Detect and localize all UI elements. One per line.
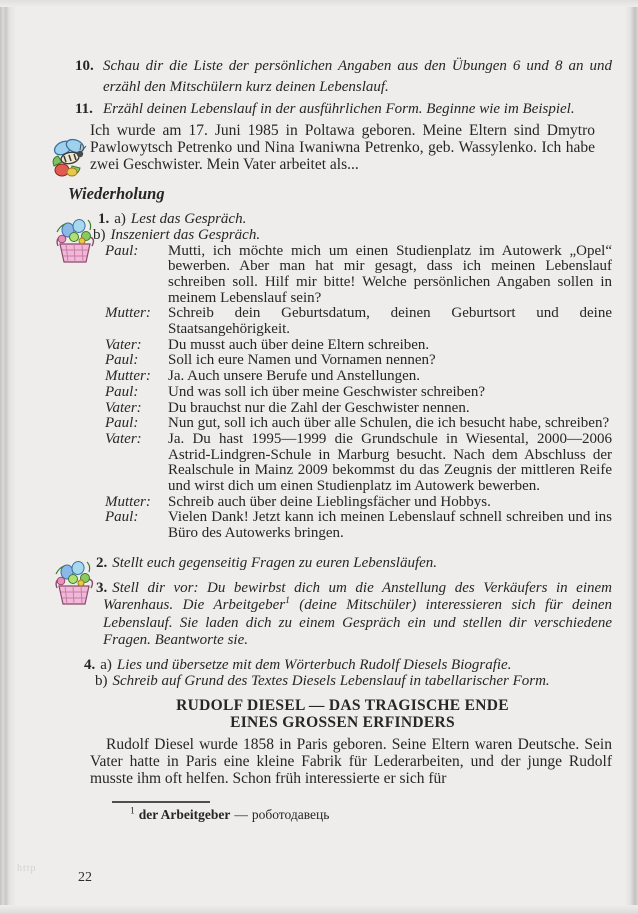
example-paragraph (90, 122, 595, 173)
exercise-2-instruction: Stellt euch gegenseitig Fragen zu euren Lebensläufen. (112, 554, 438, 571)
section-heading: Wiederholung (68, 183, 165, 203)
exercise-1-line-b (93, 227, 612, 243)
footnote-translation: роботодавець (251, 806, 330, 822)
exercise-4 (84, 657, 612, 690)
footnote-term: der Arbeitgeber (138, 806, 231, 822)
flower-basket-icon (51, 558, 97, 614)
exercise-10-number: 10. (75, 58, 94, 74)
dialog-text: Vielen Dank! Jetzt kann ich meinen Lebenslauf schnell schreiben und ins Büro des Autowerks bringen. (168, 509, 612, 542)
exercise-2-number: 2. (96, 554, 108, 571)
exercise-4-label-a: a) (100, 656, 112, 673)
exercise-3-text (96, 580, 612, 650)
dialog-text: Du musst auch über deine Eltern schreiben. (168, 336, 430, 353)
dialog-text: Nun gut, soll ich auch über alle Schulen, die ich besucht habe, schreiben? (168, 415, 610, 432)
exercise-4-label-b: b) (95, 673, 108, 690)
bee-icon (50, 132, 88, 184)
reading-title-line2: EINES GROSSEN ERFINDERS (230, 713, 455, 731)
dialog-speaker: Mutter: (105, 493, 151, 510)
example-text: Ich wurde am 17. Juni 1985 in Poltawa geboren. Meine Eltern sind Dmytro Pawlowytsch Petrenko und Nina Iwaniwna Petrenko, geb. Wassylenko. Ich habe zwei Geschwister. Mein Vater arbeitet als... (90, 121, 595, 173)
dialog-speaker: Paul: (105, 242, 139, 259)
dialog-text: Ja. Auch unsere Berufe und Anstellungen. (168, 368, 421, 385)
exercise-4-number: 4. (84, 656, 96, 673)
dialog (105, 244, 612, 542)
dialog-text: Ja. Du hast 1995—1999 die Grundschule in Wiesental, 2000—2006 Astrid-Lindgren-Schule in Marburg besucht. Nach dem Abschluss der Realschule in Mainz 2009 bekommst du das Zeugnis der mittleren Reife und wirst dich um einen Studienplatz im Autowerk bewerben. (168, 430, 612, 495)
exercise-3-number: 3. (96, 579, 108, 596)
exercise-4-line-b (95, 673, 612, 690)
reading-title-line1: RUDOLF DIESEL — DAS TRAGISCHE ENDE (176, 696, 509, 714)
reading-title (90, 697, 595, 731)
dialog-text: Schreib auch über deine Lieblingsfächer und Hobbys. (168, 493, 491, 510)
exercise-2 (96, 555, 612, 572)
dialog-speaker: Mutter: (105, 368, 151, 385)
scan-edge-right (625, 0, 638, 914)
page-number: 22 (78, 870, 92, 885)
dialog-speaker: Vater: (105, 399, 142, 416)
exercise-3-instruction-after: (deine Mitschüler) interessieren sich für deinen Lebenslauf. Sie laden dich zu einem Gespräch ein und stellen dir verschiedene Fragen. Beantworte sie. (103, 597, 612, 649)
exercise-2-text (96, 555, 612, 572)
dialog-text: Und was soll ich über meine Geschwister schreiben? (168, 383, 485, 400)
dialog-text: Du brauchst nur die Zahl der Geschwister nennen. (168, 399, 470, 416)
dialog-speaker: Paul: (105, 352, 139, 369)
flower-basket-icon (52, 216, 98, 270)
dialog-speaker: Paul: (105, 383, 139, 400)
exercise-10 (75, 56, 612, 97)
exercise-11 (75, 99, 612, 120)
exercise-1-label-a: a) (114, 210, 126, 227)
dialog-speaker: Vater: (105, 430, 142, 447)
exercise-1-label-b: b) (93, 226, 106, 243)
exercise-4-text-b: Schreib auf Grund des Textes Diesels Lebenslauf in tabellarischer Form. (112, 673, 550, 690)
dialog-text: Mutti, ich möchte mich um einen Studienplatz im Autowerk „Opel“ bewerben. Aber man hat mir gesagt, dass ich meinen Lebenslauf schreiben soll. Hilf mir bitte! Welche persönlichen Angaben sollen in meinem Lebenslauf sein? (168, 242, 612, 306)
exercise-1 (93, 210, 612, 243)
exercise-1-text-b: Inszeniert das Gespräch. (110, 226, 261, 243)
dialog-text: Soll ich eure Namen und Vornamen nennen? (168, 352, 436, 369)
dialog-speaker: Mutter: (105, 305, 151, 322)
exercise-3 (96, 580, 612, 650)
footnote (130, 806, 612, 823)
reading-paragraph: Rudolf Diesel wurde 1858 in Paris geboren. Seine Eltern waren Deutsche. Sein Vater hatte in Paris eine kleine Fabrik für Lederarbeiten, und der junge Rudolf musste ihm oft helfen. Schon früh interessierte er sich für (90, 735, 612, 788)
exercise-10-text: Schau dir die Liste der persönlichen Angaben aus den Übungen 6 und 8 an und erzähl den Mitschülern kurz deinen Lebenslauf. (103, 58, 612, 95)
exercise-4-text-a: Lies und übersetze mit dem Wörterbuch Rudolf Diesels Biografie. (116, 656, 512, 673)
exercise-1-line-a (98, 211, 612, 227)
dialog-speaker: Paul: (105, 509, 139, 526)
dialog-text: Schreib dein Geburtsdatum, deinen Geburtsort und deine Staatsangehörigkeit. (168, 305, 612, 338)
exercise-1-text-a: Lest das Gespräch. (130, 210, 247, 227)
exercise-11-text: Erzähl deinen Lebenslauf in der ausführlichen Form. Beginne wie im Beispiel. (103, 101, 575, 117)
dialog-speaker: Paul: (105, 415, 139, 432)
footnote-rule (112, 801, 210, 803)
exercise-11-number: 11. (75, 101, 93, 117)
scan-edge-bottom (0, 905, 638, 914)
exercise-3-instruction-before: Stell dir vor: Du bewirbst dich um die Anstellung des Verkäufers in einem Warenhaus. Die Arbeitgeber (103, 579, 612, 614)
scan-watermark: http (17, 863, 37, 874)
footnote-reference: 1 (285, 596, 290, 607)
exercise-4-line-a (84, 657, 612, 674)
exercise-1-number: 1. (98, 210, 110, 227)
dialog-speaker: Vater: (105, 336, 142, 353)
footnote-dash: — (234, 806, 248, 822)
footnote-number: 1 (130, 806, 135, 817)
